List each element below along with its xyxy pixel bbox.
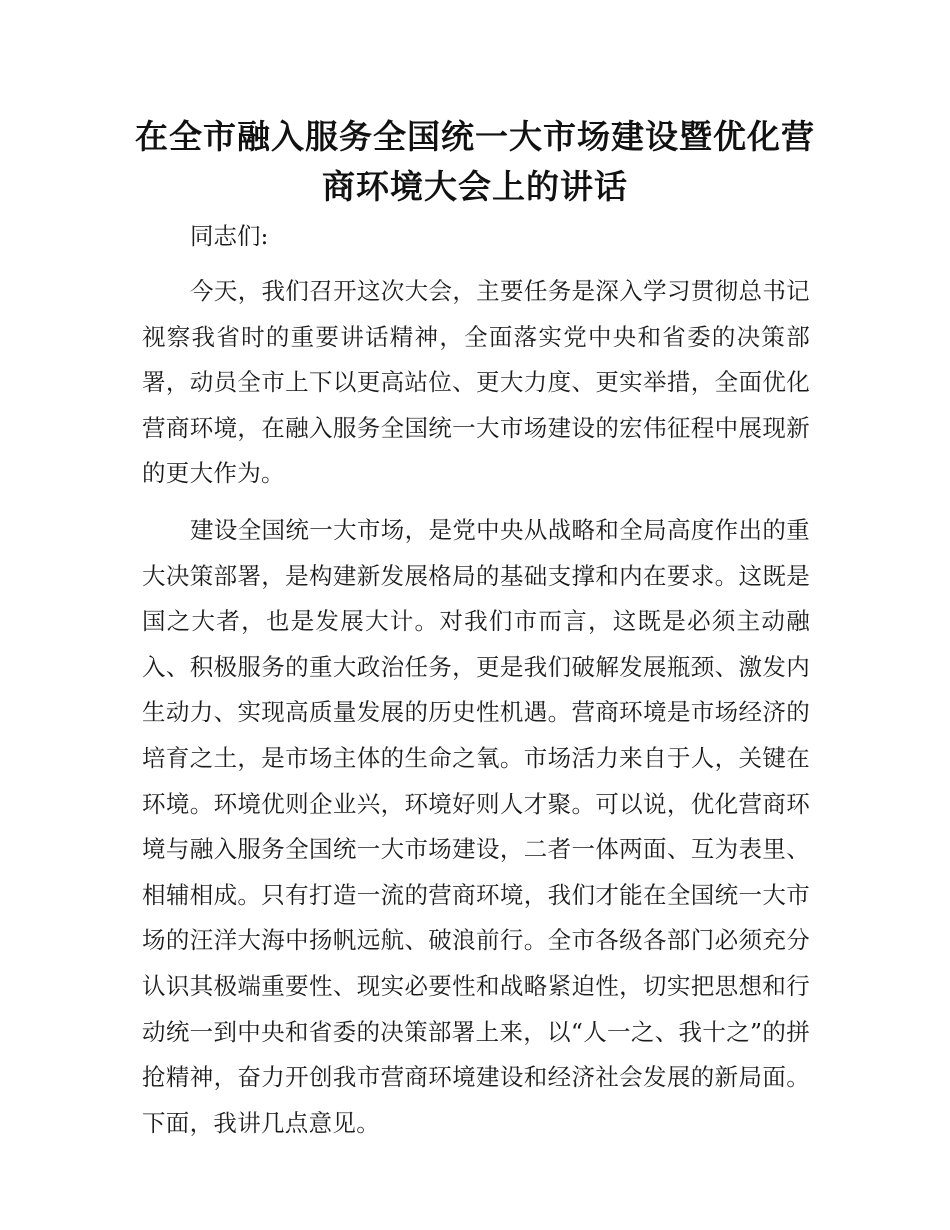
paragraph-intro: 今天，我们召开这次大会，主要任务是深入学习贯彻总书记视察我省时的重要讲话精神，全面落实党中央和省委的决策部署，动员全市上下以更高站位、更大力度、更实举措，全面优化营商环境，在融入服务全国统一大市场建设的宏伟征程中展现新的更大作为。 [142, 277, 810, 488]
speech-body [142, 214, 810, 1157]
speech-title [120, 112, 830, 212]
salutation: 同志们: [190, 222, 269, 250]
title-line-2: 商环境大会上的讲话 [322, 167, 628, 206]
paragraph-market: 建设全国统一大市场，是党中央从战略和全局高度作出的重大决策部署，是构建新发展格局的基础支撑和内在要求。这既是国之大者，也是发展大计。对我们市而言，这既是必须主动融入、积极服务的重大政治任务，更是我们破解发展瓶颈、激发内生动力、实现高质量发展的历史性机遇。营商环境是市场经济的培育之土，是市场主体的生命之氧。市场活力来自于人，关键在环境。环境优则企业兴，环境好则人才聚。可以说，优化营商环境与融入服务全国统一大市场建设，二者一体两面、互为表里、相辅相成。只有打造一流的营商环境，我们才能在全国统一大市场的汪洋大海中扬帆远航、破浪前行。全市各级各部门必须充分认识其极端重要性、现实必要性和战略紧迫性，切实把思想和行动统一到中央和省委的决策部署上来，以“人一之、我十之”的拼抢精神，奋力开创我市营商环境建设和经济社会发展的新局面。下面，我讲几点意见。 [142, 515, 810, 1137]
title-line-1: 在全市融入服务全国统一大市场建设暨优化营 [135, 117, 815, 156]
